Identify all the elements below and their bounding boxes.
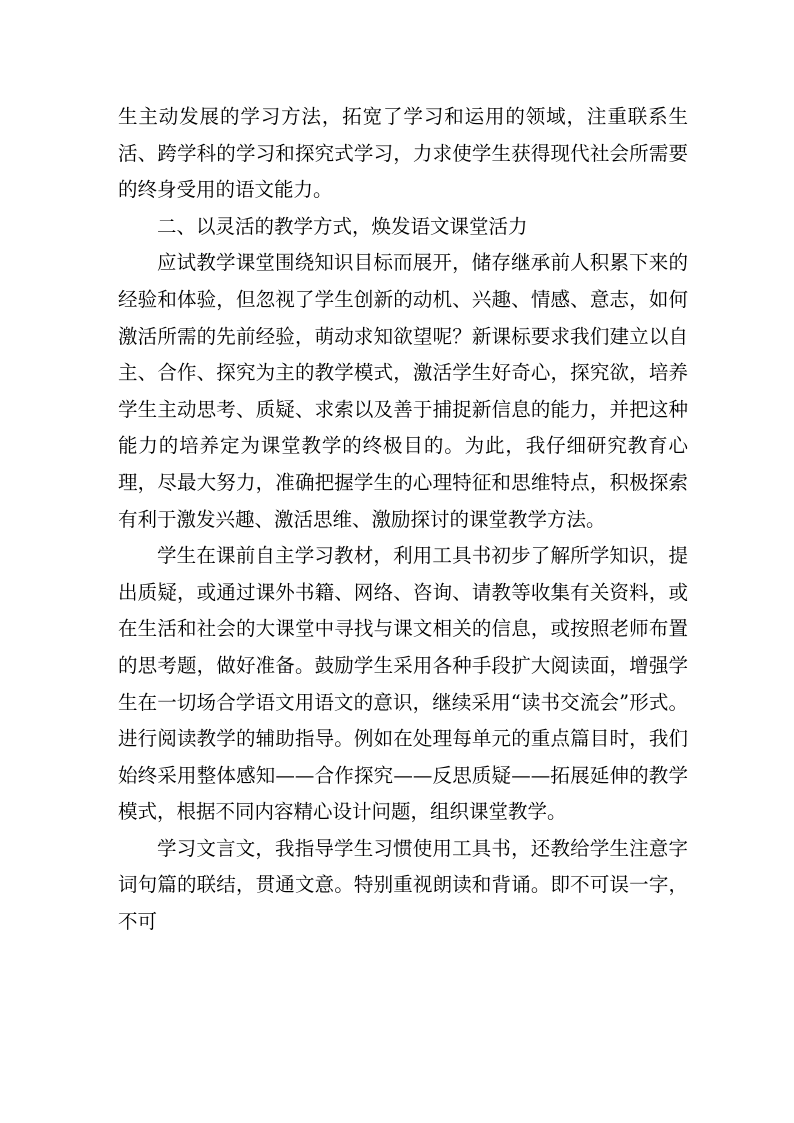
section-heading: 二、以灵活的教学方式，焕发语文课堂活力 xyxy=(157,214,528,238)
paragraph-continuation: 生主动发展的学习方法，拓宽了学习和运用的领域，注重联系生活、跨学科的学习和探究式学习，力求使学生获得现代社会所需要的终身受用的语文能力。 xyxy=(118,105,688,202)
paragraph-student-preview: 学生在课前自主学习教材，利用工具书初步了解所学知识，提出质疑，或通过课外书籍、网络、咨询、请教等收集有关资料，或在生活和社会的大课堂中寻找与课文相关的信息，或按照老师布置的思考题，做好准备。鼓励学生采用各种手段扩大阅读面，增强学生在一切场合学语文用语文的意识，继续采用“读书交流会”形式。进行阅读教学的辅助指导。例如在处理每单元的重点篇目时，我们始终采用整体感知——合作探究——反思质疑——拓展延伸的教学模式，根据不同内容精心设计问题，组织课堂教学。 xyxy=(118,544,688,824)
document-body xyxy=(118,99,688,941)
paragraph-exam-teaching: 应试教学课堂围绕知识目标而展开，储存继承前人积累下来的经验和体验，但忽视了学生创新的动机、兴趣、情感、意志，如何激活所需的先前经验，萌动求知欲望呢？新课标要求我们建立以自主、合作、探究为主的教学模式，激活学生好奇心，探究欲，培养学生主动思考、质疑、求索以及善于捕捉新信息的能力，并把这种能力的培养定为课堂教学的终极目的。为此，我仔细研究教育心理，尽最大努力，准确把握学生的心理特征和思维特点，积极探索有利于激发兴趣、激活思维、激励探讨的课堂教学方法。 xyxy=(118,251,688,531)
paragraph-classical-chinese: 学习文言文，我指导学生习惯使用工具书，还教给学生注意字词句篇的联结，贯通文意。特别重视朗读和背诵。即不可误一字，不可 xyxy=(118,836,688,934)
